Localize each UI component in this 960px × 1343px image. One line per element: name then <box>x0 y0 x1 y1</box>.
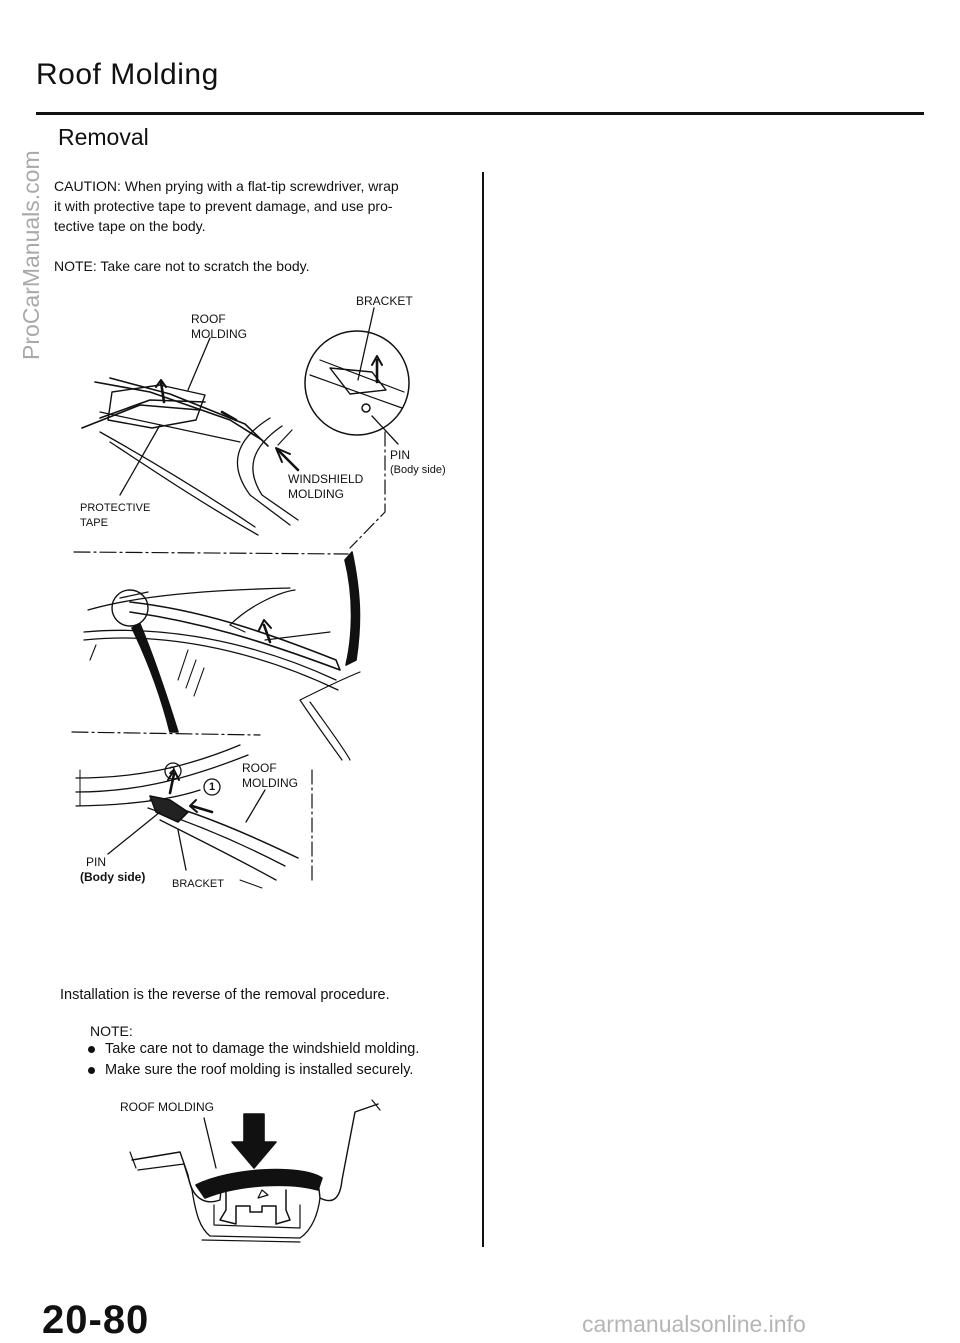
label-roof-fig2-line1: ROOF <box>242 761 277 775</box>
note-scratch: NOTE: Take care not to scratch the body. <box>54 258 310 274</box>
label-bracket-fig1: BRACKET <box>356 294 413 308</box>
label-pin-fig1-line2: (Body side) <box>390 464 446 476</box>
footer-watermark: carmanualsonline.info <box>582 1311 806 1337</box>
label-protective-line2: TAPE <box>80 517 108 529</box>
label-pin-fig2-line1: PIN <box>86 855 107 869</box>
bullet-icon <box>88 1067 95 1074</box>
installation-text: Installation is the reverse of the removal procedure. <box>60 987 390 1003</box>
caution-line-1: CAUTION: When prying with a flat-tip screwdriver, wrap <box>54 178 399 194</box>
note-heading: NOTE: <box>90 1023 133 1039</box>
label-step-2: 2 <box>169 765 176 777</box>
page-title: Roof Molding <box>36 58 219 91</box>
label-windshield-line2: MOLDING <box>288 487 345 501</box>
label-bracket-fig2: BRACKET <box>172 878 224 890</box>
section-heading-removal: Removal <box>58 124 149 150</box>
caution-line-3: tective tape on the body. <box>54 218 206 234</box>
side-watermark: ProCarManuals.com <box>18 150 44 360</box>
label-step-1: 1 <box>209 781 216 793</box>
note-item-1 <box>88 1041 419 1057</box>
label-roof-fig1-line2: MOLDING <box>191 327 248 341</box>
page-number: 20-80 <box>42 1298 150 1342</box>
label-pin-fig1-line1: PIN <box>390 448 411 462</box>
label-roof-molding-fig3: ROOF MOLDING <box>120 1100 215 1114</box>
label-pin-fig2-line2: (Body side) <box>80 870 146 884</box>
label-roof-fig2-line2: MOLDING <box>242 776 299 790</box>
caution-line-2: it with protective tape to prevent damage, and use pro- <box>54 198 393 214</box>
label-roof-fig1-line1: ROOF <box>191 312 226 326</box>
note-item-2-text: Make sure the roof molding is installed securely. <box>105 1062 414 1078</box>
label-protective-line1: PROTECTIVE <box>80 502 151 514</box>
label-windshield-line1: WINDSHIELD <box>288 472 364 486</box>
bullet-icon <box>88 1046 95 1053</box>
note-item-2 <box>88 1062 413 1078</box>
note-item-1-text: Take care not to damage the windshield molding. <box>105 1041 420 1057</box>
